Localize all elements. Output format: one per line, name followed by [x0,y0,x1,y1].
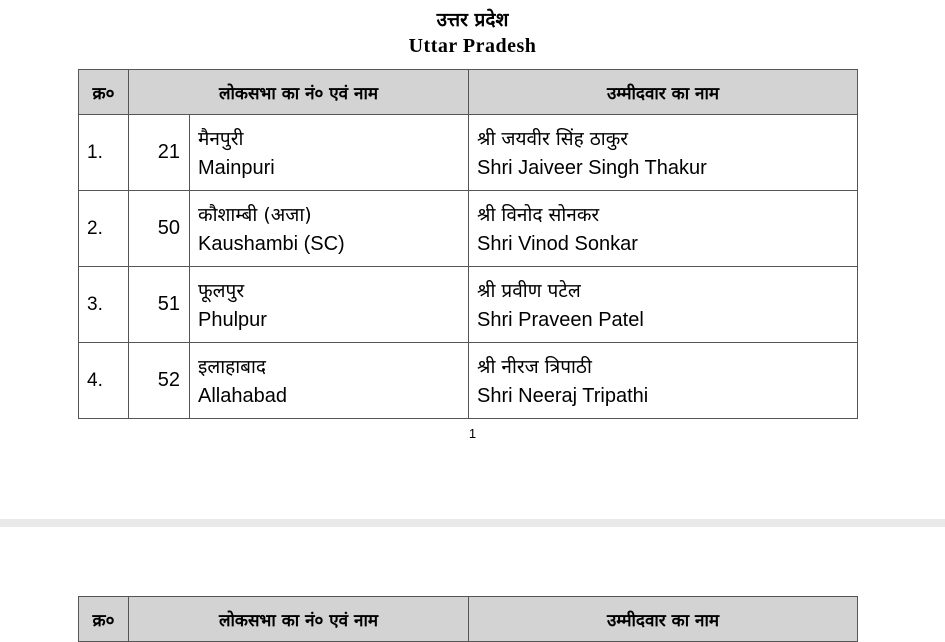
constituency-cell [190,267,469,343]
serial-cell: 3. [79,267,129,343]
constituency-name-english: Phulpur [198,308,267,331]
table-row [79,343,858,419]
state-title-english: Uttar Pradesh [408,35,537,57]
candidate-name-hindi: श्री जयवीर सिंह ठाकुर [477,127,629,150]
candidates-table [78,69,858,419]
candidates-table-next-page [78,596,858,642]
header-serial: क्र० [79,597,129,642]
serial-cell: 1. [79,115,129,191]
header-candidate: उम्मीदवार का नाम [469,70,858,115]
constituency-name-hindi: फूलपुर [198,279,245,302]
constituency-cell [190,115,469,191]
constituency-cell [190,343,469,419]
constituency-number: 51 [129,267,190,343]
table-row [79,115,858,191]
constituency-number: 21 [129,115,190,191]
candidate-name-english: Shri Vinod Sonkar [477,232,638,255]
constituency-name-hindi: मैनपुरी [198,127,244,150]
table-row [79,267,858,343]
candidate-cell [469,191,858,267]
header-constituency: लोकसभा का नं० एवं नाम [129,597,469,642]
constituency-cell [190,191,469,267]
header-candidate: उम्मीदवार का नाम [469,597,858,642]
candidate-name-english: Shri Neeraj Tripathi [477,384,649,407]
table-header-row [79,597,858,642]
candidate-name-english: Shri Praveen Patel [477,308,644,331]
candidate-cell [469,267,858,343]
constituency-number: 50 [129,191,190,267]
candidate-name-english: Shri Jaiveer Singh Thakur [477,156,707,179]
candidate-name-hindi: श्री प्रवीण पटेल [477,279,581,302]
candidate-name-hindi: श्री नीरज त्रिपाठी [477,355,592,378]
constituency-name-english: Mainpuri [198,156,275,179]
candidate-cell [469,343,858,419]
table-row [79,191,858,267]
table-header-row [79,70,858,115]
constituency-name-english: Allahabad [198,384,287,407]
page-number: 1 [468,426,477,441]
constituency-number: 52 [129,343,190,419]
constituency-name-english: Kaushambi (SC) [198,232,345,255]
candidate-cell [469,115,858,191]
page-separator [0,519,945,527]
serial-cell: 2. [79,191,129,267]
header-constituency: लोकसभा का नं० एवं नाम [129,70,469,115]
constituency-name-hindi: कौशाम्बी (अजा) [198,203,312,226]
candidate-name-hindi: श्री विनोद सोनकर [477,203,600,226]
state-title-hindi: उत्तर प्रदेश [436,9,509,31]
header-serial: क्र० [79,70,129,115]
constituency-name-hindi: इलाहाबाद [198,355,267,378]
serial-cell: 4. [79,343,129,419]
